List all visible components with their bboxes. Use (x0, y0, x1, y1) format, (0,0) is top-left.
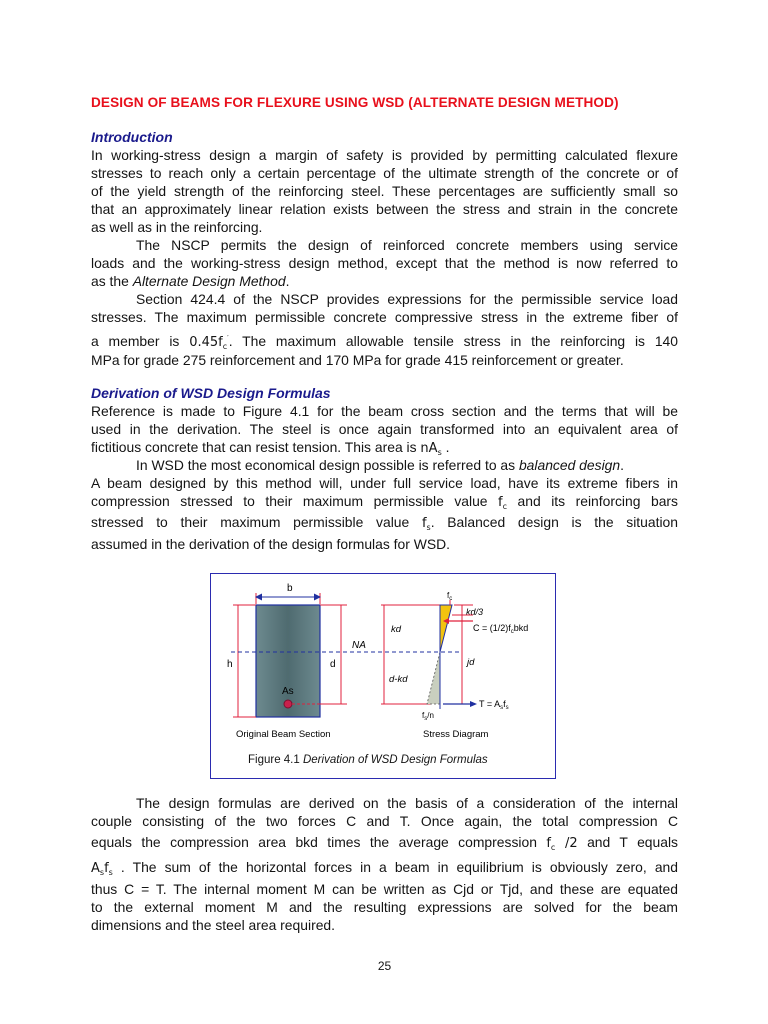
text-line: The design formulas are derived on the basis of a consideration of the internal (136, 795, 678, 811)
label-h: h (227, 659, 233, 670)
compression-triangle (440, 605, 452, 652)
label-fsn (422, 711, 434, 722)
label-jd: jd (467, 657, 475, 668)
text-line: A beam designed by this method will, under full service load, have its extreme fibers in (91, 475, 678, 491)
formula-text: nA (420, 441, 438, 456)
formula-symbol (91, 861, 113, 876)
formula-paragraph (91, 794, 678, 934)
formula-symbol (546, 836, 577, 851)
formula-symbol (422, 516, 431, 531)
text-run: In WSD the most economical design possible is referred to as (136, 457, 519, 473)
formula-symbol (498, 495, 507, 510)
label-fc-sub: c (449, 596, 453, 602)
formula-text: f (421, 516, 427, 531)
text-line: that an approximately linear relation exists between the stress and strain in the concrete (91, 201, 678, 217)
label-stress-diagram: Stress Diagram (423, 729, 489, 740)
label-fc-text: f (447, 591, 450, 600)
text-line (91, 326, 678, 351)
text-line: The NSCP permits the design of reinforced concrete members using service (136, 237, 678, 253)
text-line: Reference is made to Figure 4.1 for the beam cross section and the terms that will be (91, 403, 678, 419)
text-run: fictitious concrete that can resist tension. This area is (91, 439, 421, 455)
figure-caption (211, 754, 555, 766)
label-fsn-text: f (422, 711, 425, 720)
text-run: equals the compression area bkd times the average compression (91, 834, 547, 850)
intro-paragraph (91, 146, 678, 369)
formula-symbol (189, 335, 229, 350)
text-line (91, 456, 678, 474)
text-line (91, 830, 678, 855)
formula-text: A (91, 861, 100, 876)
page-number: 25 (377, 959, 392, 973)
label-b: b (287, 583, 293, 594)
text-line: thus C = T. The internal moment M can be written as Cjd or Tjd, and these are equated (91, 881, 678, 897)
formula-text: f (546, 836, 551, 851)
text-line: dimensions and the steel area required. (91, 917, 336, 933)
text-line (91, 438, 678, 456)
text-run: stressed to their maximum permissible value (91, 514, 422, 530)
text-run: . The sum of the horizontal forces in a beam in equilibrium is obviously zero, and (112, 859, 678, 875)
text-run: . The maximum allowable tensile stress in the reinforcing is 140 (228, 333, 678, 349)
text-run: and T equals (577, 834, 678, 850)
text-run: and its reinforcing bars (507, 493, 678, 509)
formula-sub: s (437, 448, 442, 457)
text-line (91, 272, 678, 290)
label-dkd: d-kd (389, 674, 408, 685)
text-line (91, 492, 678, 510)
text-line: stresses. The maximum permissible concrete compressive stress in the extreme fiber of (91, 309, 678, 325)
label-t-force-sub: s (500, 705, 504, 711)
label-kd: kd (391, 624, 402, 635)
text-line (91, 510, 678, 535)
t-force-arrowhead (470, 701, 477, 707)
label-na: NA (352, 640, 366, 651)
text-line: to the external moment M and the resulting expressions are solved for the beam (91, 899, 678, 915)
text-run-italic: Alternate Design Method (132, 273, 286, 289)
text-run: compression stressed to their maximum permissible value (91, 493, 499, 509)
text-line: MPa for grade 275 reinforcement and 170 MPa for grade 415 reinforcement or greater. (91, 352, 624, 368)
label-t-force-sub: s (505, 705, 509, 711)
label-kd3: kd/3 (466, 607, 484, 617)
label-c-force-sub: c (510, 629, 514, 635)
label-d: d (330, 659, 336, 670)
text-run: a member is (91, 333, 190, 349)
label-c-force-text: C = (1/2)f (473, 623, 511, 633)
text-run: . (441, 439, 450, 455)
label-t-force-text: T = A (479, 699, 501, 709)
formula-sub: s (426, 523, 431, 532)
label-as: As (282, 686, 294, 697)
text-line (91, 855, 678, 880)
formula-sup: ′ (227, 334, 229, 342)
text-line: of the yield strength of the reinforcing steel. These percentages are sufficiently small so (91, 183, 678, 199)
figure-4-1 (210, 573, 556, 779)
formula-text: f (498, 495, 503, 510)
text-run: . Balanced design is the situation (430, 514, 678, 530)
tension-triangle (427, 652, 440, 704)
text-line: stresses to reach only a certain percentage of the ultimate strength of the concrete or of (91, 165, 678, 181)
text-line: as well as in the reinforcing. (91, 219, 263, 235)
formula-text: 0.45f (189, 335, 223, 350)
rebar-dot (284, 700, 292, 708)
text-line: used in the derivation. The steel is once again transformed into an equivalent area of (91, 421, 678, 437)
formula-text: f (104, 861, 109, 876)
caption-italic: Derivation of WSD Design Formulas (302, 754, 488, 766)
text-run: . (620, 457, 624, 473)
text-line: In working-stress design a margin of safety is provided by permitting calculated flexure (91, 147, 678, 163)
label-fsn-sub: s (424, 716, 428, 722)
text-line: couple consisting of the two forces C and T. Once again, the total compression C (91, 813, 678, 829)
formula-text: /2 (555, 836, 578, 851)
text-run: as the (91, 273, 133, 289)
text-run: . (285, 273, 290, 289)
formula-sub: c (550, 843, 556, 852)
text-run-italic: balanced design (518, 457, 621, 473)
label-t-force-mid: f (503, 699, 506, 709)
derivation-paragraph (91, 402, 678, 553)
formula-sub: s (99, 868, 105, 877)
text-line: loads and the working-stress design method, except that the method is now referred to (91, 255, 678, 271)
label-t-force (479, 699, 509, 711)
formula-sub: c (502, 502, 508, 511)
formula-sub: s (108, 868, 113, 877)
intro-heading: Introduction (91, 129, 173, 145)
label-original-section: Original Beam Section (236, 729, 331, 740)
beam-diagram (211, 574, 555, 754)
derivation-heading: Derivation of WSD Design Formulas (91, 385, 331, 401)
formula-sub: c (222, 342, 228, 351)
text-line: Section 424.4 of the NSCP provides expressions for the permissible service load (136, 291, 678, 307)
caption-prefix: Figure 4.1 (248, 754, 303, 766)
text-line: assumed in the derivation of the design formulas for WSD. (91, 536, 451, 552)
label-c-force (473, 623, 528, 635)
label-c-force-tail: bkd (513, 623, 529, 633)
formula-symbol (420, 441, 441, 456)
label-fsn-tail: /n (427, 711, 434, 720)
document-title: DESIGN OF BEAMS FOR FLEXURE USING WSD (ALTERNATE DESIGN METHOD) (91, 95, 619, 110)
